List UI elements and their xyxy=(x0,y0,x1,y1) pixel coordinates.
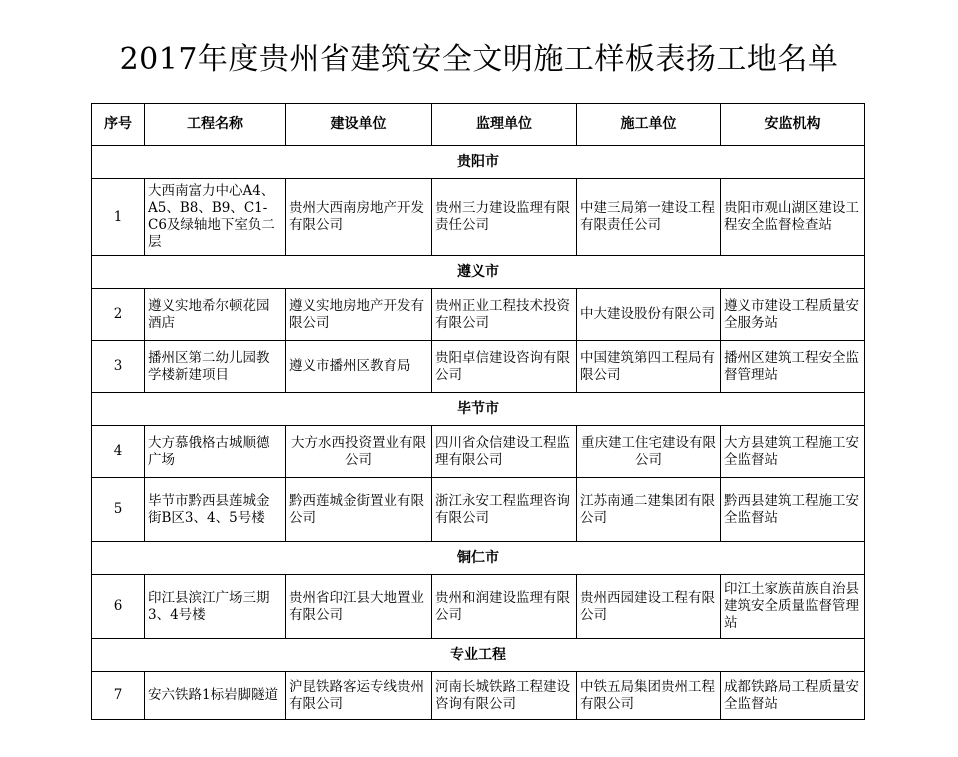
cell-num: 5 xyxy=(92,478,145,542)
cell-supervisor: 贵州正业工程技术投资有限公司 xyxy=(432,289,577,341)
cell-owner: 遵义实地房地产开发有限公司 xyxy=(286,289,432,341)
cell-owner: 黔西莲城金街置业有限公司 xyxy=(286,478,432,542)
cell-agency: 贵阳市观山湖区建设工程安全监督检查站 xyxy=(721,179,865,256)
col-header-seq: 序号 xyxy=(92,104,145,146)
section-label: 遵义市 xyxy=(92,256,865,289)
cell-project: 印江县滨江广场三期3、4号楼 xyxy=(145,575,286,639)
cell-project: 安六铁路1标岩脚隧道 xyxy=(145,672,286,720)
table-row xyxy=(92,341,865,393)
cell-contractor: 中大建设股份有限公司 xyxy=(577,289,721,341)
col-header-supervisor: 监理单位 xyxy=(432,104,577,146)
cell-supervisor: 贵阳卓信建设咨询有限公司 xyxy=(432,341,577,393)
section-label: 铜仁市 xyxy=(92,542,865,575)
table-row xyxy=(92,289,865,341)
cell-supervisor: 河南长城铁路工程建设咨询有限公司 xyxy=(432,672,577,720)
cell-num: 1 xyxy=(92,179,145,256)
section-row xyxy=(92,256,865,289)
page-title: 2017年度贵州省建筑安全文明施工样板表扬工地名单 xyxy=(119,42,839,77)
cell-owner: 贵州大西南房地产开发有限公司 xyxy=(286,179,432,256)
cell-owner: 遵义市播州区教育局 xyxy=(286,341,432,393)
cell-num: 7 xyxy=(92,672,145,720)
cell-num: 6 xyxy=(92,575,145,639)
cell-contractor: 江苏南通二建集团有限公司 xyxy=(577,478,721,542)
cell-supervisor: 贵州和润建设监理有限公司 xyxy=(432,575,577,639)
section-row xyxy=(92,542,865,575)
cell-contractor: 重庆建工住宅建设有限公司 xyxy=(577,426,721,478)
table-row xyxy=(92,478,865,542)
table-header-row xyxy=(92,104,865,146)
cell-num: 4 xyxy=(92,426,145,478)
cell-contractor: 中国建筑第四工程局有限公司 xyxy=(577,341,721,393)
table-row xyxy=(92,179,865,256)
col-header-owner: 建设单位 xyxy=(286,104,432,146)
section-row xyxy=(92,393,865,426)
cell-owner: 贵州省印江县大地置业有限公司 xyxy=(286,575,432,639)
table-row xyxy=(92,672,865,720)
cell-agency: 成都铁路局工程质量安全监督站 xyxy=(721,672,865,720)
cell-project: 大方慕俄格古城顺德广场 xyxy=(145,426,286,478)
cell-project: 遵义实地希尔顿花园酒店 xyxy=(145,289,286,341)
cell-owner: 沪昆铁路客运专线贵州有限公司 xyxy=(286,672,432,720)
cell-agency: 黔西县建筑工程施工安全监督站 xyxy=(721,478,865,542)
section-row xyxy=(92,146,865,179)
cell-project: 播州区第二幼儿园教学楼新建项目 xyxy=(145,341,286,393)
site-list-table xyxy=(91,103,865,720)
section-row xyxy=(92,639,865,672)
cell-supervisor: 浙江永安工程监理咨询有限公司 xyxy=(432,478,577,542)
cell-agency: 遵义市建设工程质量安全服务站 xyxy=(721,289,865,341)
cell-contractor: 中建三局第一建设工程有限责任公司 xyxy=(577,179,721,256)
cell-contractor: 贵州西园建设工程有限公司 xyxy=(577,575,721,639)
col-header-contractor: 施工单位 xyxy=(577,104,721,146)
cell-supervisor: 贵州三力建设监理有限责任公司 xyxy=(432,179,577,256)
cell-project: 毕节市黔西县莲城金街B区3、4、5号楼 xyxy=(145,478,286,542)
cell-agency: 播州区建筑工程安全监督管理站 xyxy=(721,341,865,393)
table-row xyxy=(92,575,865,639)
cell-owner: 大方水西投资置业有限公司 xyxy=(286,426,432,478)
cell-num: 3 xyxy=(92,341,145,393)
cell-project: 大西南富力中心A4、A5、B8、B9、C1-C6及绿轴地下室负二层 xyxy=(145,179,286,256)
cell-agency: 大方县建筑工程施工安全监督站 xyxy=(721,426,865,478)
cell-supervisor: 四川省众信建设工程监理有限公司 xyxy=(432,426,577,478)
section-label: 贵阳市 xyxy=(92,146,865,179)
section-label: 专业工程 xyxy=(92,639,865,672)
section-label: 毕节市 xyxy=(92,393,865,426)
cell-contractor: 中铁五局集团贵州工程有限公司 xyxy=(577,672,721,720)
cell-num: 2 xyxy=(92,289,145,341)
cell-agency: 印江土家族苗族自治县建筑安全质量监督管理站 xyxy=(721,575,865,639)
col-header-project: 工程名称 xyxy=(145,104,286,146)
table-row xyxy=(92,426,865,478)
col-header-agency: 安监机构 xyxy=(721,104,865,146)
